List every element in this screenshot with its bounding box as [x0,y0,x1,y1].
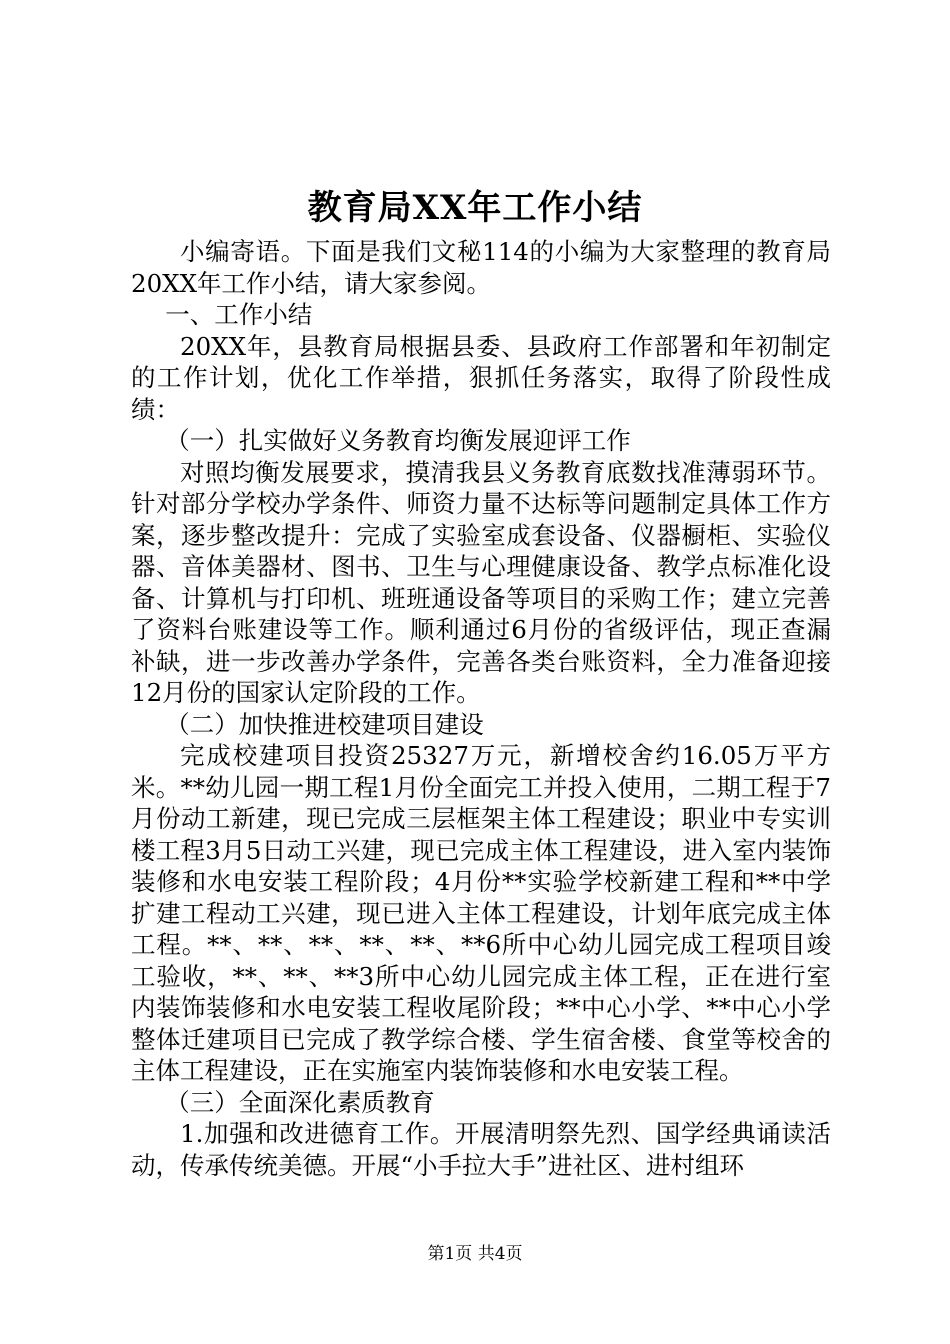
document-body [131,236,831,1181]
paragraph-overview: 20XX年，县教育局根据县委、县政府工作部署和年初制定的工作计划，优化工作举措，狠抓任务落实，取得了阶段性成绩： [131,331,831,424]
paragraph-intro: 小编寄语。下面是我们文秘114的小编为大家整理的教育局20XX年工作小结，请大家参阅。 [131,237,831,298]
paragraph-school-construction: 完成校建项目投资25327万元，新增校舍约16.05万平方米。**幼儿园一期工程1月份全面完工并投入使用，二期工程于7月份动工新建，现已完成三层框架主体工程建设；职业中专实训楼工程3月5日动工兴建，现已完成主体工程建设，进入室内装饰装修和水电安装工程阶段；4月份**实验学校新建工程和**中学扩建工程动工兴建，现已进入主体工程建设，计划年底完成主体工程。**、**、**、**、**、**6所中心幼儿园完成工程项目竣工验收，**、**、**3所中心幼儿园完成主体工程，正在进行室内装饰装修和水电安装工程收尾阶段；**中心小学、**中心小学整体迁建项目已完成了教学综合楼、学生宿舍楼、食堂等校舍的主体工程建设，正在实施室内装饰装修和水电安装工程。 [131,741,831,1085]
section-heading-work-summary: 一、工作小结 [165,300,313,329]
subsection-heading-quality-education: （三）全面深化素质教育 [165,1087,435,1117]
subsection-heading-school-construction: （二）加快推进校建项目建设 [165,709,484,739]
paragraph-moral-education: 1.加强和改进德育工作。开展清明祭先烈、国学经典诵读活动，传承传统美德。开展“小手拉大手”进社区、进村组环 [131,1119,831,1180]
page-footer: 第1页 共4页 [427,1244,523,1264]
document-title: 教育局XX年工作小结 [307,188,643,228]
paragraph-balanced-development: 对照均衡发展要求，摸清我县义务教育底数找准薄弱环节。针对部分学校办学条件、师资力量不达标等问题制定具体工作方案，逐步整改提升：完成了实验室成套设备、仪器橱柜、实验仪器、音体美器材、图书、卫生与心理健康设备、教学点标准化设备、计算机与打印机、班班通设备等项目的采购工作；建立完善了资料台账建设等工作。顺利通过6月份的省级评估，现正查漏补缺，进一步改善办学条件，完善各类台账资料，全力准备迎接12月份的国家认定阶段的工作。 [131,457,831,707]
subsection-heading-balanced-development: （一）扎实做好义务教育均衡发展迎评工作 [165,426,631,455]
